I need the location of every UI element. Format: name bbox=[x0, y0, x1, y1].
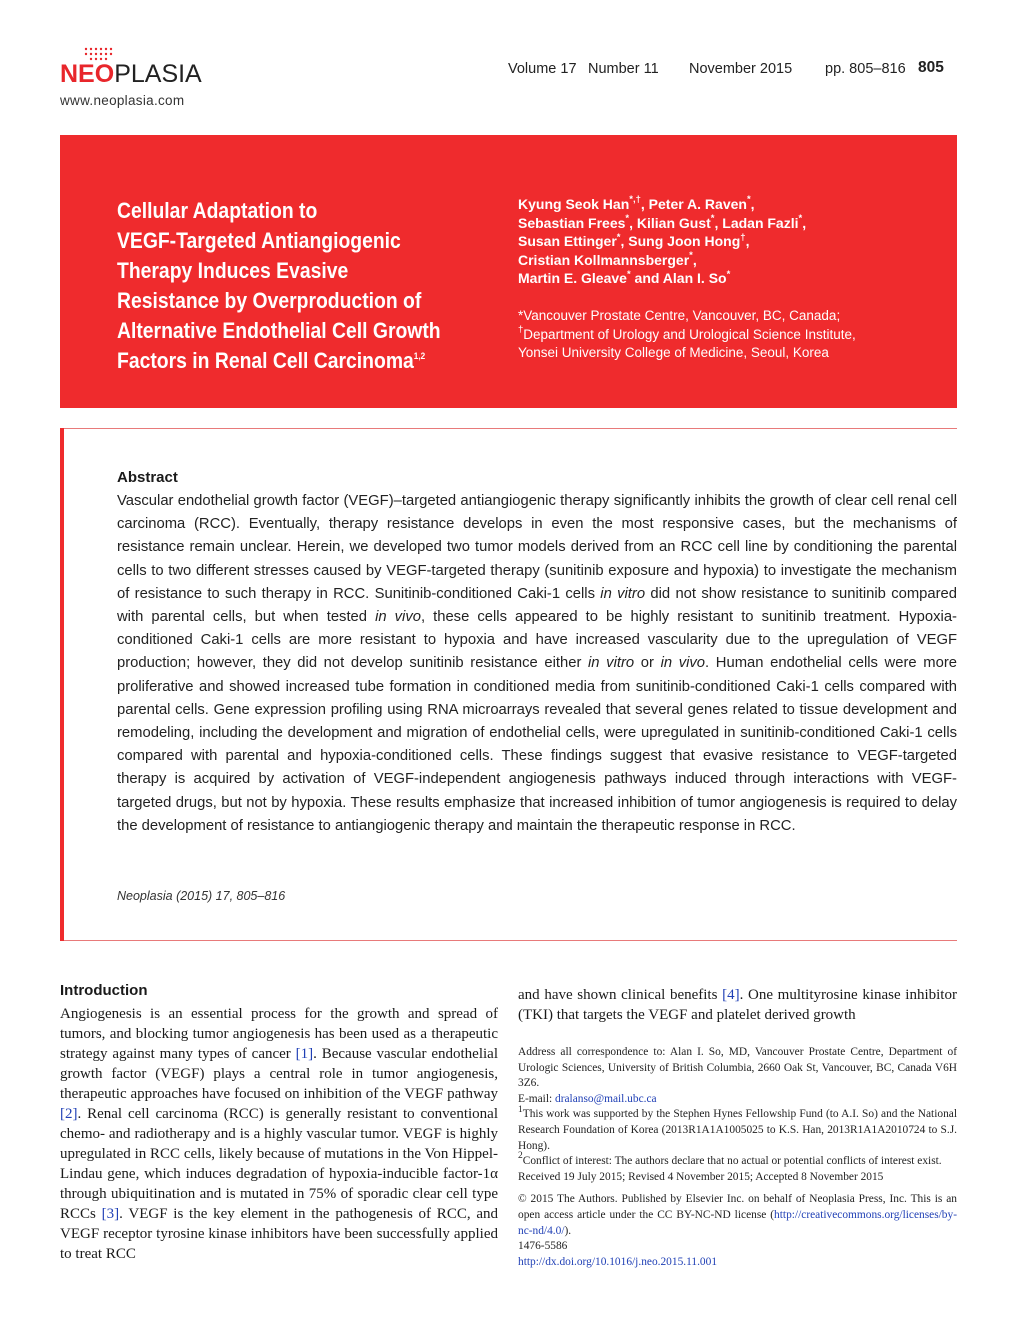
doi-link[interactable]: http://dx.doi.org/10.1016/j.neo.2015.11.001 bbox=[518, 1255, 718, 1268]
abstract-border bbox=[60, 428, 64, 941]
funding-note: This work was supported by the Stephen Hynes Fellowship Fund (to A.I. So) and the National Research Foundation of Korea (2013R1A1A1005025 to K.S. Han, 2013R1A1A2010724 to S.J. Hong). bbox=[518, 1108, 957, 1152]
author-name: Kyung Seok Han bbox=[518, 196, 630, 212]
author-name: Kilian Gust bbox=[636, 214, 711, 231]
author-name: Sung Joon Hong bbox=[628, 233, 741, 250]
page-range: pp. 805–816 bbox=[825, 61, 906, 77]
introduction-left-column: Angiogenesis is an essential process for the growth and spread of tumors, and blocking tumor angiogenesis has been used as a therapeutic strategy against many types of cancer [1]. Because vascular endothelial growth factor (VEGF) plays a central role in tumor angiogenesis, therapeutic approaches have focused on inhibition of the VEGF pathway [2]. Renal cell carcinoma (RCC) is generally resistant to conventional chemo- and radiotherapy and is a highly vascular tumor. VEGF is highly upregulated in RCC cells, likely because of mutations in the Von Hippel-Lindau gene, which induces degradation of hypoxia-inducible factor-1α through ubiquitination and is mutated in 75% of sporadic clear cell type RCCs [3]. VEGF is the key element in the pathogenesis of RCC, and VEGF receptor tyrosine kinase inhibitors have been successfully applied to treat RCC bbox=[60, 1006, 498, 1262]
abstract-bottom-rule bbox=[64, 940, 957, 941]
title-line: Factors in Renal Cell Carcinoma$^{1,2}$ bbox=[117, 348, 426, 373]
affiliations bbox=[518, 307, 938, 363]
issue-date: November 2015 bbox=[689, 61, 793, 77]
introduction-heading: Introduction bbox=[60, 982, 148, 999]
received-dates: Received 19 July 2015; Revised 4 November 2015; Accepted 8 November 2015 bbox=[518, 1170, 884, 1183]
affiliation: *Vancouver Prostate Centre, Vancouver, BC, Canada; bbox=[518, 308, 841, 323]
page-number: 805 bbox=[918, 59, 944, 76]
author-name: Susan Ettinger bbox=[518, 233, 617, 250]
title-line: Resistance by Overproduction of bbox=[117, 288, 422, 313]
issue-number: Number 11 bbox=[588, 61, 659, 77]
author-name: Alan I. So bbox=[662, 270, 727, 287]
license-link[interactable]: http://creativecommons.org/licenses/by-nc-nd/4.0/ bbox=[518, 1208, 957, 1237]
title-line: Alternative Endothelial Cell Growth bbox=[117, 318, 441, 343]
title-line: VEGF-Targeted Antiangiogenic bbox=[117, 228, 401, 253]
title-footnote-marks: 1,2 bbox=[413, 350, 426, 362]
reference-link[interactable]: [2] bbox=[60, 1106, 78, 1122]
issn: 1476-5586 bbox=[518, 1240, 568, 1253]
author-name: Martin E. Gleave bbox=[518, 270, 627, 287]
abstract-text: Vascular endothelial growth factor (VEGF)–targeted antiangiogenic therapy significantly inhibits the growth of clear cell renal cell carcinoma (RCC). Eventually, therapy resistance develops in even the most responsive cases, but the mechanisms of resistance remain unclear. Herein, we developed two tumor models derived from an RCC cell line by conditioning the parental cells to two different stresses caused by VEGF-targeted therapy (sunitinib exposure and hypoxia) to investigate the mechanism of resistance to such therapy in RCC. Sunitinib-conditioned Caki-1 cells in vitro did not show resistance to sunitinib compared with parental cells, but when tested in vivo, these cells appeared to be highly resistant to sunitinib treatment. Hypoxia-conditioned Caki-1 cells are more resistant to hypoxia and have increased vascularity due to the upregulation of VEGF production; however, they did not develop sunitinib resistance either in vitro or in vivo. Human endothelial cells were more proliferative and showed increased tube formation in conditioned media from sunitinib-conditioned Caki-1 cells compared with parental cells. Gene expression profiling using RNA microarrays revealed that several genes related to tissue development and remodeling, including the development and migration of endothelial cells, were upregulated in sunitinib-conditioned Caki-1 cells compared with parental and hypoxia-conditioned cells. These findings suggest that evasive resistance to VEGF-targeted therapy is acquired by activation of VEGF-independent angiogenesis pathways induced through interactions with VEGF-targeted drugs, but not by hypoxia. These results emphasize that increased inhibition of tumor angiogenesis is required to delay the development of resistance to antiangiogenic therapy and maintain the therapeutic response in RCC. bbox=[117, 493, 957, 834]
introduction-right-column: and have shown clinical benefits [4]. One multityrosine kinase inhibitor (TKI) that targets the VEGF and platelet derived growth bbox=[518, 987, 957, 1023]
journal-website[interactable]: www.neoplasia.com bbox=[60, 93, 185, 108]
author-name: Peter A. Raven bbox=[648, 196, 747, 212]
volume: Volume 17 bbox=[508, 61, 577, 77]
copyright-note: © 2015 The Authors. Published by Elsevier Inc. on behalf of Neoplasia Press, Inc. This is an open access article under the CC BY-NC-ND license ( bbox=[518, 1193, 957, 1221]
author-name: Ladan Fazli bbox=[722, 214, 799, 231]
affiliation: Yonsei University College of Medicine, Seoul, Korea bbox=[518, 345, 829, 361]
article-title bbox=[117, 196, 495, 376]
footnotes: Address all correspondence to: Alan I. So, MD, Vancouver Prostate Centre, Department of Urologic Sciences, University of British Columbia, 2660 Oak St, Vancouver, BC, Canada V6H 3Z6. E-mail: dralanso@mail.ubc.ca $^1$This work was supported by the Stephen Hynes Fellowship Fund (to A.I. So) and the National Research Foundation of Korea (2013R1A1A1005025 to K.S. Han, 2013R1A1A2010724 to S.J. Hong). $^2$Conflict of interest: The authors declare that no actual or potential conflicts of interest exist. Received 19 July 2015; Revised 4 November 2015; Accepted 8 November 2015 © 2015 The Authors. Published by Elsevier Inc. on behalf of Neoplasia Press, Inc. This is an open access article under the CC BY-NC-ND license (http://creativecommons.org/licenses/by-nc-nd/4.0/). 1476-5586 http://dx.doi.org/10.1016/j.neo.2015.11.001 bbox=[518, 1046, 957, 1268]
reference-link[interactable]: [4] bbox=[722, 987, 740, 1003]
abstract-top-rule bbox=[64, 428, 957, 429]
email-link[interactable]: dralanso@mail.ubc.ca bbox=[555, 1092, 657, 1105]
author-name: Sebastian Frees bbox=[518, 214, 626, 231]
conflict-note: Conflict of interest: The authors declare that no actual or potential conflicts of interest exist. bbox=[522, 1155, 942, 1168]
author-list: Kyung Seok Han*,†, Peter A. Raven*, Sebastian Frees*, Kilian Gust*, Ladan Fazli*, Susan Ettinger*, Sung Joon Hong†, Cristian Kollmannsberger*, Martin E. Gleave* and Alan I. So* bbox=[518, 194, 807, 287]
journal-logo: NEOPLASIA bbox=[60, 60, 202, 88]
author-name: Cristian Kollmannsberger bbox=[518, 251, 690, 268]
abstract-heading: Abstract bbox=[117, 469, 178, 486]
reference-link[interactable]: [3] bbox=[101, 1206, 120, 1222]
title-line: Therapy Induces Evasive bbox=[117, 258, 349, 283]
reference-link[interactable]: [1] bbox=[295, 1046, 314, 1062]
affiliation: †Department of Urology and Urological Science Institute, bbox=[518, 324, 856, 342]
journal-citation: Neoplasia (2015) 17, 805–816 bbox=[117, 889, 286, 903]
correspondence: Address all correspondence to: Alan I. So, MD, Vancouver Prostate Centre, Department of Urologic Sciences, University of British Columbia, 2660 Oak St, Vancouver, BC, Canada V6H 3Z6. bbox=[518, 1046, 957, 1090]
title-line: Cellular Adaptation to bbox=[117, 198, 318, 223]
